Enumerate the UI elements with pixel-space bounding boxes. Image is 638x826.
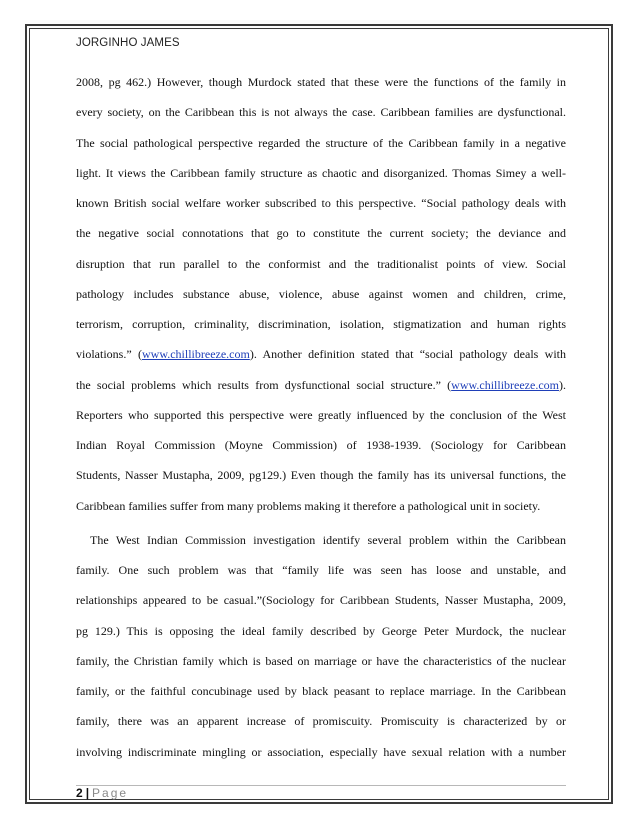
text-line: pg 129.) This is opposing the ideal family described by George Peter Murdock, the nuclear — [76, 623, 566, 638]
text-line: involving indiscriminate mingling or association, especially have sexual relation with a number — [76, 744, 566, 759]
chillibreeze-link-1[interactable]: www.chillibreeze.com — [141, 347, 250, 362]
paragraph-1 — [76, 67, 566, 521]
text-line: family, the Christian family which is based on marriage or have the characteristics of the nuclear — [76, 653, 566, 668]
text-line: family, there was an apparent increase of promiscuity. Promiscuity is characterized by or — [76, 714, 566, 729]
page-number: 2 — [76, 786, 83, 800]
header-author: JORGINHO JAMES — [76, 37, 180, 49]
text-line: The social pathological perspective regarded the structure of the Caribbean family in a negative — [76, 135, 566, 150]
footer-separator: | — [85, 786, 90, 800]
text-line: pathology includes substance abuse, violence, abuse against women and children, crime, — [76, 286, 566, 301]
text-line: known British social welfare worker subscribed to this perspective. “Social pathology deals with — [76, 196, 566, 210]
text-line: light. It views the Caribbean family structure as chaotic and disorganized. Thomas Simey a well- — [76, 165, 566, 180]
text-line: every society, on the Caribbean this is not always the case. Caribbean families are dysfunctional. — [76, 105, 566, 120]
footer-divider — [76, 785, 566, 786]
text-line: relationships appeared to be casual.”(Sociology for Caribbean Students, Nasser Mustapha, 2009, — [76, 593, 566, 608]
text-line: 2008, pg 462.) However, though Murdock stated that these were the functions of the family in — [76, 75, 566, 89]
text-segment: ). — [559, 377, 566, 392]
text-line: Caribbean families suffer from many problems making it therefore a pathological unit in society. — [76, 498, 541, 513]
page-label: Page — [92, 786, 129, 800]
text-line: The West Indian Commission investigation identify several problem within the Caribbean — [90, 532, 566, 547]
text-line: family. One such problem was that “family life was seen has loose and unstable, and — [76, 563, 566, 577]
text-segment: ). Another definition stated that “social pathology deals with — [249, 347, 566, 362]
body-text — [76, 67, 566, 767]
text-line: disruption that run parallel to the conformist and the traditionalist points of view. Social — [76, 256, 566, 271]
text-line — [76, 370, 566, 400]
text-line: terrorism, corruption, criminality, discrimination, isolation, stigmatization and human rights — [76, 317, 566, 331]
text-line: Reporters who supported this perspective were greatly influenced by the conclusion of the West — [76, 407, 566, 422]
text-segment: the social problems which results from dysfunctional social structure.” ( — [76, 377, 452, 392]
text-line: the negative social connotations that go to constitute the current society; the deviance and — [76, 226, 566, 241]
text-line — [76, 339, 566, 369]
chillibreeze-link-2[interactable]: www.chillibreeze.com — [451, 377, 559, 392]
text-line: family, or the faithful concubinage used by black peasant to replace marriage. In the Caribbean — [76, 684, 566, 698]
text-line: Students, Nasser Mustapha, 2009, pg129.) Even though the family has its universal functions, the — [76, 468, 566, 483]
page-footer — [76, 786, 128, 800]
text-segment: violations.” ( — [76, 347, 142, 362]
paragraph-2 — [76, 525, 566, 767]
text-line: Indian Royal Commission (Moyne Commission) of 1938-1939. (Sociology for Caribbean — [76, 438, 566, 452]
